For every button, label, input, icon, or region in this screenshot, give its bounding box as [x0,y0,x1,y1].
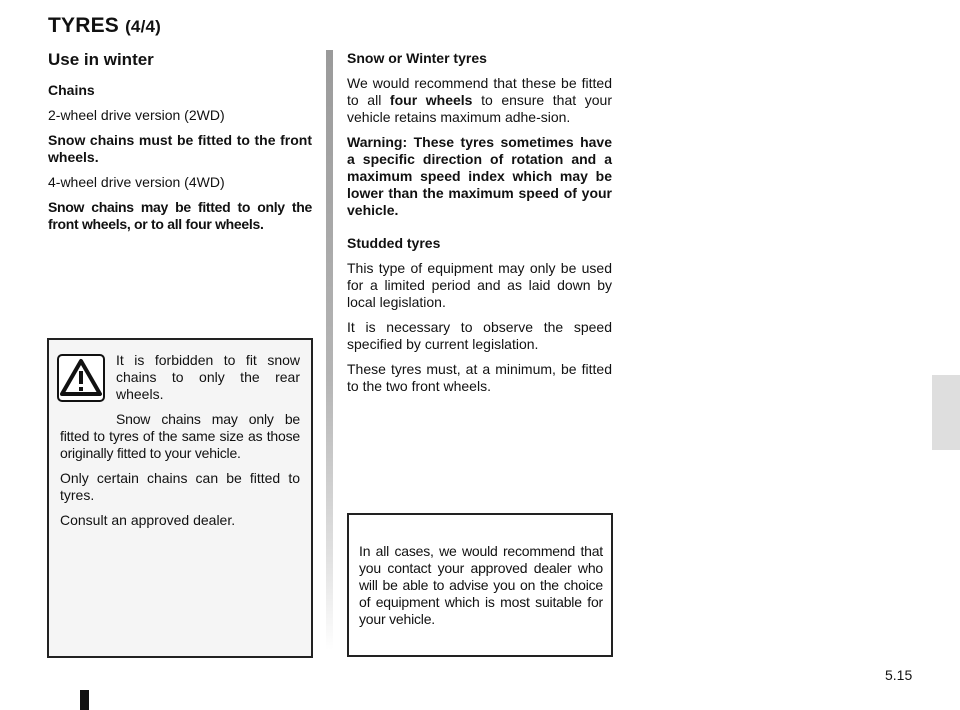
warning-p1: It is forbidden to fit snow chains to only the rear wheels. [116,352,300,402]
warning-p3: Only certain chains can be fitted to tyres. [60,470,300,503]
info-box [347,513,613,657]
info-text: In all cases, we would recommend that you contact your approved dealer who will be able to advise you on the choice of equipment which is most suitable for your vehicle. [359,543,603,627]
chains-heading: Chains [48,82,95,98]
two-wd-note: Snow chains must be fitted to the front wheels. [48,132,312,165]
warning-text [60,352,300,537]
page-title-part: (4/4) [125,17,162,36]
snow-tyres-text [347,75,612,126]
snow-tyres-heading: Snow or Winter tyres [347,50,487,66]
four-wd-label: 4-wheel drive version (4WD) [48,174,225,190]
studded-tyres-heading: Studded tyres [347,235,441,251]
studded-p3: These tyres must, at a minimum, be fitted to the two front wheels. [347,361,612,394]
studded-p2: It is necessary to observe the speed specified by current legislation. [347,319,612,352]
four-wd-note: Snow chains may be fitted to only the front wheels, or to all four wheels. [48,199,312,232]
page-number: 5.15 [885,667,913,683]
left-column [48,82,312,241]
page-title-text: TYRES [48,14,120,37]
snow-text-c: to ensure that your vehicle retains maximum adhe-sion. [347,92,612,125]
page-title [48,14,161,38]
right-column [347,50,612,403]
snow-text-a: We would recommend that these be fitted to all [347,75,612,108]
warning-p4: Consult an approved dealer. [60,512,236,528]
two-wd-label: 2-wheel drive version (2WD) [48,107,225,123]
warning-p2: Snow chains may only be fitted to tyres of the same size as those originally fitted to your vehicle. [60,411,300,461]
column-divider [326,50,333,650]
chapter-tab [932,375,960,450]
studded-p1: This type of equipment may only be used for a limited period and as laid down by local legislation. [347,260,612,310]
bottom-mark [80,690,89,710]
snow-text-bold: four wheels [389,92,473,108]
section-title: Use in winter [48,50,154,69]
warning-box [47,338,313,658]
snow-tyres-warning: Warning: These tyres sometimes have a specific direction of rotation and a maximum speed index which may be lower than the maximum speed of your vehicle. [347,134,612,218]
